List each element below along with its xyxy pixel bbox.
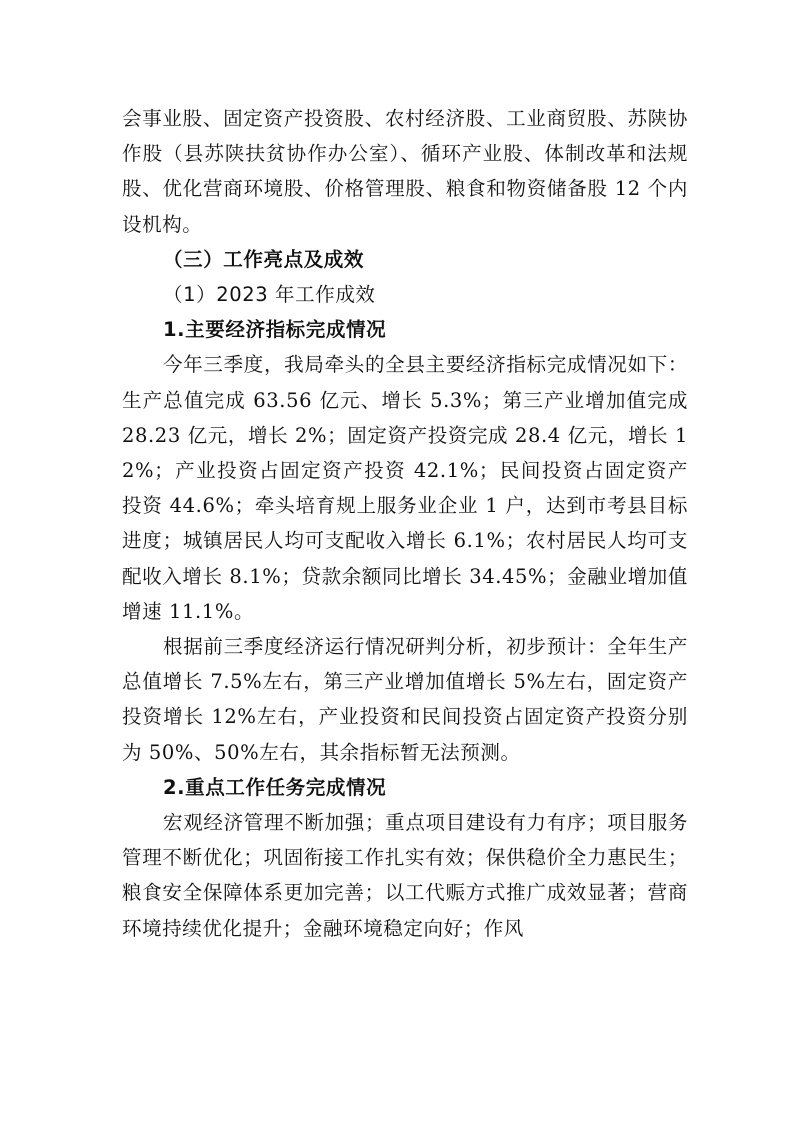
document-body bbox=[122, 101, 688, 946]
item2-heading: 2.重点工作任务完成情况 bbox=[163, 775, 387, 799]
paragraph-forecast: 根据前三季度经济运行情况研判分析，初步预计：全年生产总值增长 7.5%左右，第三产业增加值增长 5%左右，固定资产投资增长 12%左右，产业投资和民间投资占固定资产投资分别为 50%、50%左右，其余指标暂无法预测。 bbox=[122, 635, 688, 764]
section-heading: （三）工作亮点及成效 bbox=[163, 247, 365, 271]
paragraph-tasks: 宏观经济管理不断加强；重点项目建设有力有序；项目服务管理不断优化；巩固衔接工作扎实有效；保供稳价全力惠民生；粮食安全保障体系更加完善；以工代赈方式推广成效显著；营商环境持续优化提升；金融环境稳定向好；作风 bbox=[122, 811, 688, 940]
paragraph-indicators: 今年三季度，我局牵头的全县主要经济指标完成情况如下：生产总值完成 63.56 亿元、增长 5.3%；第三产业增加值完成 28.23 亿元，增长 2%；固定资产投资完成 28.4 亿元，增长 12%；产业投资占固定资产投资 42.1%；民间投资占固定资产投资 44.6%；牵头培育规上服务业企业 1 户，达到市考县目标进度；城镇居民人均可支配收入增长 6.1%；农村居民人均可支配收入增长 8.1%；贷款余额同比增长 34.45%；金融业增加值增速 11.1%。 bbox=[122, 353, 688, 623]
paragraph-intro: 会事业股、固定资产投资股、农村经济股、工业商贸股、苏陕协作股（县苏陕扶贫协作办公室）、循环产业股、体制改革和法规股、优化营商环境股、价格管理股、粮食和物资储备股 12 个内设机构。 bbox=[122, 107, 688, 236]
sub-heading: （1）2023 年工作成效 bbox=[163, 283, 376, 307]
item1-heading: 1.主要经济指标完成情况 bbox=[163, 318, 387, 342]
